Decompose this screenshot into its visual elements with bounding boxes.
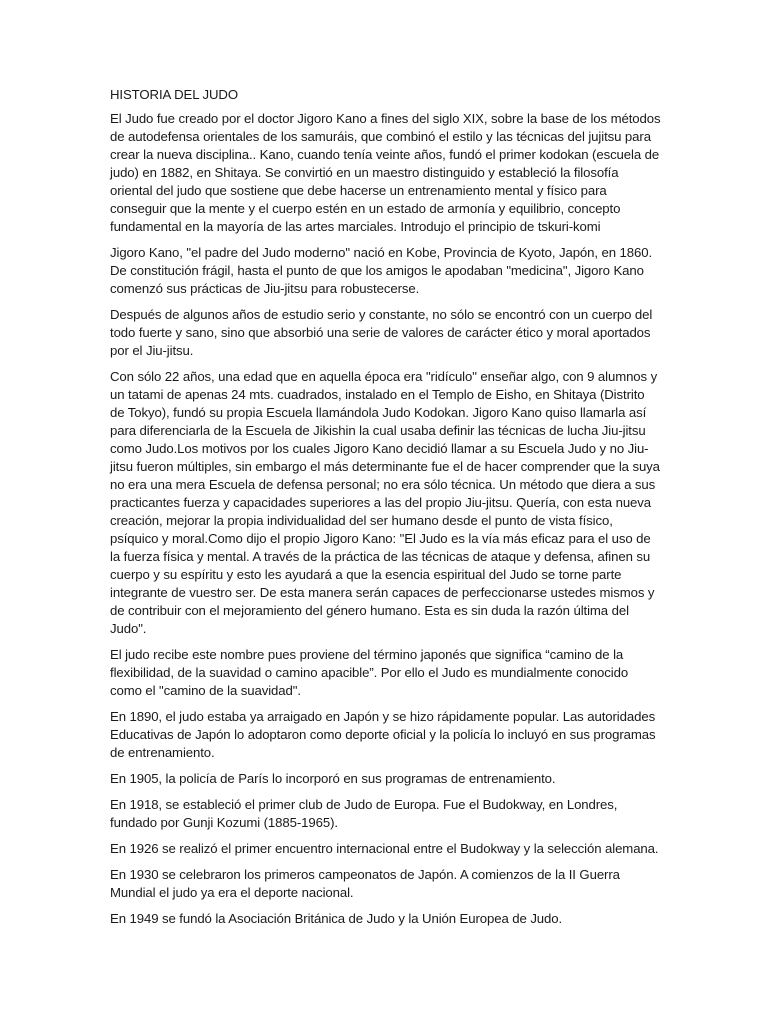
paragraph-kodokan: Con sólo 22 años, una edad que en aquella época era "ridículo" enseñar algo, con 9 alumnos y un tatami de apenas 24 mts. cuadrados, instalado en el Templo de Eisho, en Shitaya (Distrito de Tokyo), fundó su propia Escuela llamándola Judo Kodokan. Jigoro Kano quiso llamarla así para diferenciarla de la Escuela de Jikishin la cual usaba definir las técnicas de lucha Jiu-jitsu como Judo.Los motivos por los cuales Jigoro Kano decidió llamar a su Escuela Judo y no Jiu-jitsu fueron múltiples, sin embargo el más determinante fue el de hacer comprender que la suya no era una mera Escuela de defensa personal; no era sólo técnica. Un método que diera a sus practicantes fuerza y capacidades superiores a las del propio Jiu-jitsu. Quería, con esta nueva creación, mejorar la propia individualidad del ser humano desde el punto de vista físico, psíquico y moral.Como dijo el propio Jigoro Kano: "El Judo es la vía más eficaz para el uso de la fuerza física y mental. A través de la práctica de las técnicas de ataque y defensa, afinen su cuerpo y su espíritu y esto les ayudará a que la esencia espiritual del Judo se torne parte integrante de vuestro ser. De esta manera serán capaces de perfeccionarse ustedes mismos y de contribuir con el mejoramiento del género humano. Esta es sin duda la razón última del Judo".	[110, 369, 660, 636]
paragraph-1949: En 1949 se fundó la Asociación Británica de Judo y la Unión Europea de Judo.	[110, 911, 563, 926]
paragraph-name-meaning: El judo recibe este nombre pues proviene del término japonés que significa “camino de la flexibilidad, de la suavidad o camino apacible”. Por ello el Judo es mundialmente conocido como el "camino de la suavidad".	[110, 647, 629, 698]
paragraph-1930: En 1930 se celebraron los primeros campeonatos de Japón. A comienzos de la II Guerra Mundial el judo ya era el deporte nacional.	[110, 867, 620, 900]
paragraph-1890: En 1890, el judo estaba ya arraigado en Japón y se hizo rápidamente popular. Las autoridades Educativas de Japón lo adoptaron como deporte oficial y la policía lo incluyó en sus programas de entrenamiento.	[110, 709, 656, 760]
paragraph-kano-birth: Jigoro Kano, "el padre del Judo moderno" nació en Kobe, Provincia de Kyoto, Japón, en 1860. De constitución frágil, hasta el punto de que los amigos le apodaban "medicina", Jigoro Kano comenzó sus prácticas de Jiu-jitsu para robustecerse.	[110, 245, 653, 296]
paragraph-study: Después de algunos años de estudio serio y constante, no sólo se encontró con un cuerpo del todo fuerte y sano, sino que absorbió una serie de valores de carácter ético y moral aportados por el Jiu-jitsu.	[110, 307, 653, 358]
document-body	[110, 86, 662, 936]
paragraph-1918: En 1918, se estableció el primer club de Judo de Europa. Fue el Budokway, en Londres, fundado por Gunji Kozumi (1885-1965).	[110, 797, 618, 830]
document-title: HISTORIA DEL JUDO	[110, 87, 239, 102]
paragraph-origin: El Judo fue creado por el doctor Jigoro Kano a fines del siglo XIX, sobre la base de los métodos de autodefensa orientales de los samuráis, que combinó el estilo y las técnicas del jujitsu para crear la nueva disciplina.. Kano, cuando tenía veinte años, fundó el primer kodokan (escuela de judo) en 1882, en Shitaya. Se convirtió en un maestro distinguido y estableció la filosofía oriental del judo que sostiene que debe hacerse un entrenamiento mental y físico para conseguir que la mente y el cuerpo estén en un estado de armonía y equilibrio, concepto fundamental en la mayoría de las artes marciales. Introdujo el principio de tskuri-komi	[110, 111, 661, 234]
paragraph-1926: En 1926 se realizó el primer encuentro internacional entre el Budokway y la selección alemana.	[110, 841, 659, 856]
paragraph-1905: En 1905, la policía de París lo incorporó en sus programas de entrenamiento.	[110, 771, 556, 786]
